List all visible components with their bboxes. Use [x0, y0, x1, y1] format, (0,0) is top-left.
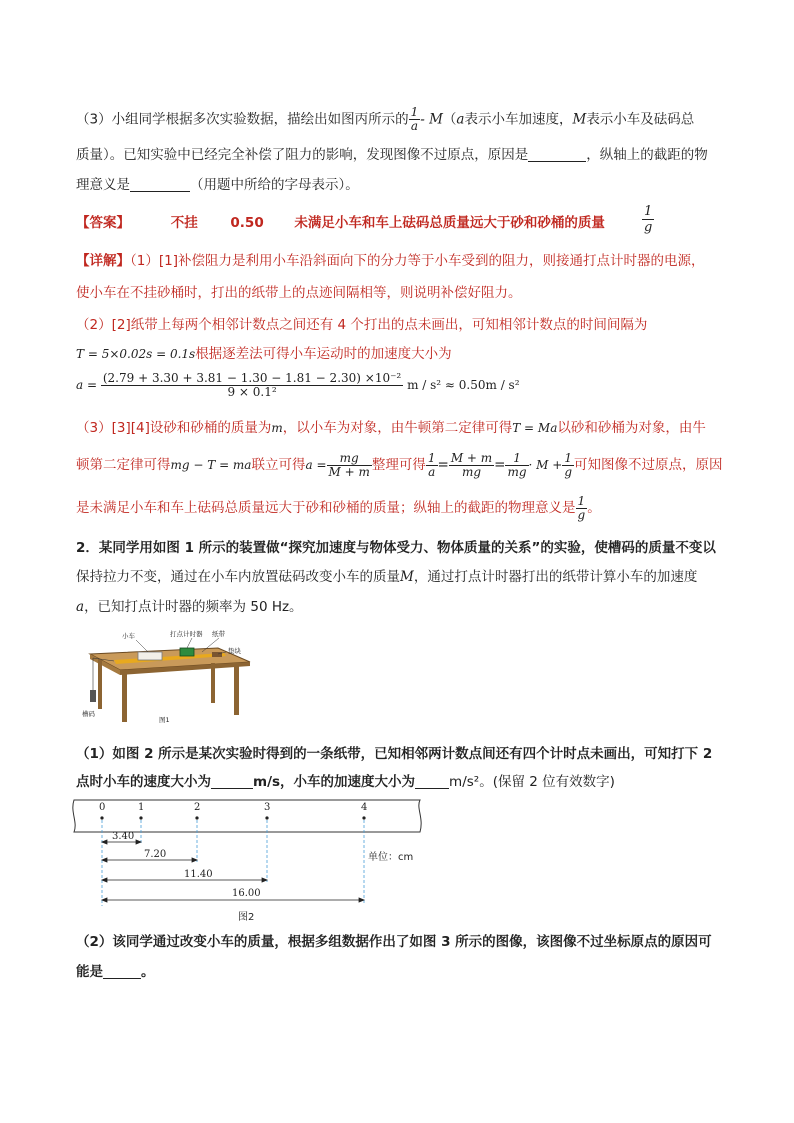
table-leg	[122, 674, 127, 722]
answer-3: 未满足小车和车上砝码总质量远大于砂和砂桶的质量	[294, 215, 605, 231]
figure-1-apparatus	[84, 628, 254, 728]
q2-line-3: a，已知打点计时器的频率为 50 Hz。	[76, 599, 303, 615]
answer-blank	[415, 774, 449, 789]
point-label: 2	[194, 802, 201, 813]
answer-line	[76, 213, 605, 233]
figure-2-caption: 图2	[238, 912, 255, 923]
distance-label: 7.20	[144, 849, 167, 860]
detail-line-1: 【详解】（1）[1]补偿阻力是利用小车沿斜面向下的分力等于小车受到的阻力，则接通打点计时器的电源，	[76, 253, 705, 269]
timer	[180, 648, 194, 656]
q3-line-2: 质量）。已知实验中已经完全补偿了阻力的影响，发现图像不过原点，原因是 ，纵轴上的截距的物	[76, 147, 708, 163]
detail-line-4: T = 5×0.02s = 0.1s根据逐差法可得小车运动时的加速度大小为	[76, 346, 452, 362]
detail-line-3: （2）[2]纸带上每两个相邻计数点之间还有 4 个打出的点未画出，可知相邻计数点的时间间隔为	[76, 317, 648, 333]
detail-line-6: （3）[3][4]设砂和砂桶的质量为m，以小车为对象，由牛顿第二定律可得T = Ma以砂和砂桶为对象，由牛	[76, 420, 706, 436]
distance-label: 16.00	[232, 888, 261, 899]
math-period: T = 5×0.02s = 0.1s	[76, 347, 196, 361]
point-label: 3	[264, 802, 271, 813]
answer-label: 【答案】	[76, 215, 130, 231]
tape-point	[139, 816, 142, 819]
distance-label: 3.40	[112, 831, 135, 842]
table-leg	[234, 665, 239, 715]
label-timer: 打点计时器	[170, 630, 203, 638]
label-block: 垫块	[228, 647, 241, 655]
tape-point	[362, 816, 365, 819]
fraction-1-over-a: $\frac{1}{a}$	[410, 105, 419, 133]
distance-label: 11.40	[184, 869, 213, 880]
table-leg	[98, 659, 102, 709]
label-cart: 小车	[122, 632, 135, 640]
label-weight: 槽码	[82, 710, 95, 718]
figure-2-tape	[68, 796, 428, 922]
answer-2: 0.50	[230, 215, 264, 231]
detail-label: 【详解】	[76, 253, 130, 269]
answer-blank	[130, 177, 190, 192]
text: （3）小组同学根据多次实验数据，描绘出如图丙所示的	[76, 111, 409, 128]
tape-point	[100, 816, 103, 819]
detail-line-7: 顿第二定律可得mg − T = ma联立可得a = $\frac{mg}{M + m}$ 整理可得 $\frac{1}{a}$ = $\frac{M + m}{mg}$ = $\frac{1}{mg}$ · M + $\frac{1}{g}$ 可知图像不过原点，原因	[76, 450, 723, 479]
q2-line-1: 2．某同学用如图 1 所示的装置做“探究加速度与物体受力、物体质量的关系”的实验，使槽码的质量不变以	[76, 540, 716, 556]
tape-point	[265, 816, 268, 819]
detail-line-8: 是未满足小车和车上砝码总质量远大于砂和砂桶的质量；纵轴上的截距的物理意义是 $\frac{1}{g}$ 。	[76, 493, 601, 522]
answer-blank	[103, 964, 141, 979]
q2-sub1-line-2: 点时小车的速度大小为 m/s，小车的加速度大小为 m/s²。(保留 2 位有效数字)	[76, 774, 615, 790]
hanging-weight	[90, 690, 96, 702]
q2-sub2-line-2: 能是 。	[76, 964, 155, 980]
answer-4-fraction: $\frac{1}{g}$	[644, 204, 653, 235]
point-label: 0	[99, 802, 106, 813]
q2-sub2-line-1: （2）该同学通过改变小车的质量，根据多组数据作出了如图 3 所示的图像，该图像不过坐标原点的原因可	[76, 934, 712, 950]
tape-strip	[73, 800, 421, 832]
unit-label: 单位：cm	[368, 852, 414, 863]
answer-1: 不挂	[170, 215, 198, 231]
tape-point	[195, 816, 198, 819]
answer-blank	[528, 147, 586, 162]
q3-line-3: 理意义是 （用题中所给的字母表示）。	[76, 177, 359, 193]
q2-line-2: 保持拉力不变，通过在小车内放置砝码改变小车的质量M，通过打点计时器打出的纸带计算小车的加速度	[76, 569, 698, 585]
detail-acceleration-equation: a = $\frac{\text{(2.79 + 3.30 + 3.81 − 1.30 − 1.81 − 2.30) ×10⁻²}}{\text{9 × 0.1²}}$ m / s² ≈ 0.50m / s²	[76, 371, 520, 399]
label-tape: 纸带	[212, 630, 225, 638]
q3-line-1: （3）小组同学根据多次实验数据，描绘出如图丙所示的 $\frac{1}{a}$ - M（a表示小车加速度，M表示小车及砝码总	[76, 105, 695, 133]
point-label: 1	[138, 802, 145, 813]
detail-line-2: 使小车在不挂砂桶时，打出的纸带上的点迹间隔相等，则说明补偿好阻力。	[76, 285, 522, 301]
q2-sub1-line-1: （1）如图 2 所示是某次实验时得到的一条纸带，已知相邻两计数点间还有四个计时点未画出，可知打下 2	[76, 746, 713, 762]
cart	[138, 652, 162, 660]
figure-1-caption: 图1	[159, 716, 170, 724]
point-label: 4	[361, 802, 368, 813]
table-leg	[211, 663, 215, 703]
wedge-block	[212, 652, 222, 657]
answer-blank	[211, 774, 253, 789]
math: - M	[420, 111, 443, 128]
